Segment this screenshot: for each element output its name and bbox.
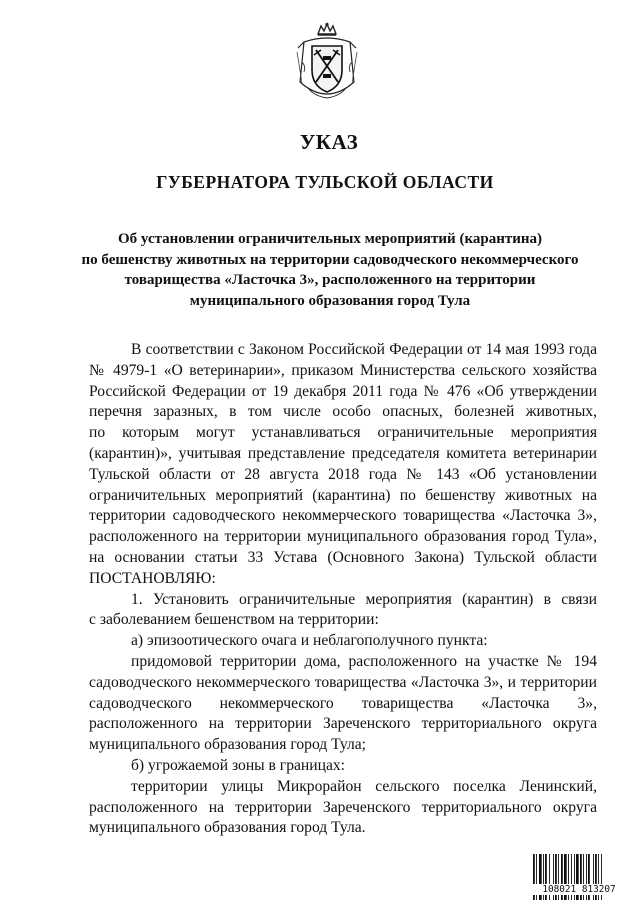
decree-heading <box>80 229 580 311</box>
heading-line: товарищества «Ласточка 3», расположенного на территории <box>124 272 536 288</box>
body-line: на основании статьи 33 Устава (Основного Закона) Тульской области <box>89 548 597 566</box>
document-title: УКАЗ <box>299 130 359 154</box>
body-line: Тульской области от 28 августа 2018 года № 143 «Об установлении <box>89 465 597 483</box>
body-line: муниципального образования город Тула; <box>89 736 367 754</box>
barcode-number: 108021 813207 <box>532 884 626 895</box>
body-line: расположенного на территории муниципального образования город Тула», <box>89 528 597 546</box>
body-line: № 4979-1 «О ветеринарии», приказом Министерства сельского хозяйства <box>89 361 597 379</box>
body-line: (карантин)», учитывая представление председателя комитета ветеринарии <box>89 444 597 462</box>
body-line: расположенного на территории Зареченского территориального округа <box>89 798 597 816</box>
body-line: придомовой территории дома, расположенного на участке № 194 <box>131 652 597 670</box>
body-line: садоводческого некоммерческого товарищества «Ласточка 3», <box>89 694 597 712</box>
body-line: б) угрожаемой зоны в границах: <box>131 756 345 774</box>
body-line: по которым могут устанавливаться ограничительные мероприятия <box>89 424 597 442</box>
body-line: ПОСТАНОВЛЯЮ: <box>89 569 216 587</box>
body-line: Российской Федерации от 19 декабря 2011 года № 476 «Об утверждении <box>89 382 597 400</box>
heading-line: муниципального образования город Тула <box>189 292 471 309</box>
body-line: В соответствии с Законом Российской Федерации от 14 мая 1993 года <box>131 341 597 358</box>
body-line: муниципального образования город Тула. <box>89 819 366 837</box>
document-subtitle: ГУБЕРНАТОРА ТУЛЬСКОЙ ОБЛАСТИ <box>156 172 494 192</box>
body-line: садоводческого некоммерческого товарищества «Ласточка 3», и территории <box>89 673 597 691</box>
decree-body <box>89 340 597 839</box>
tula-coat-of-arms-icon <box>294 22 360 104</box>
body-line: территории садоводческого некоммерческого товарищества «Ласточка 3», <box>89 507 597 525</box>
body-line: ограничительных мероприятий (карантина) по бешенству животных на <box>89 486 597 504</box>
body-line: 1. Установить ограничительные мероприятия (карантин) в связи <box>131 590 597 608</box>
body-line: территории улицы Микрорайон сельского поселка Ленинский, <box>131 777 597 795</box>
heading-line: по бешенству животных на территории садоводческого некоммерческого <box>81 251 579 268</box>
body-line: с заболеванием бешенством на территории: <box>89 611 379 629</box>
heading-line: Об установлении ограничительных мероприятий (карантина) <box>117 231 542 247</box>
body-line: расположенного на территории Зареченского территориального округа <box>89 715 597 733</box>
body-line: перечня заразных, в том числе особо опасных, болезней животных, <box>89 403 597 421</box>
body-line: а) эпизоотического очага и неблагополучного пункта: <box>131 632 488 650</box>
